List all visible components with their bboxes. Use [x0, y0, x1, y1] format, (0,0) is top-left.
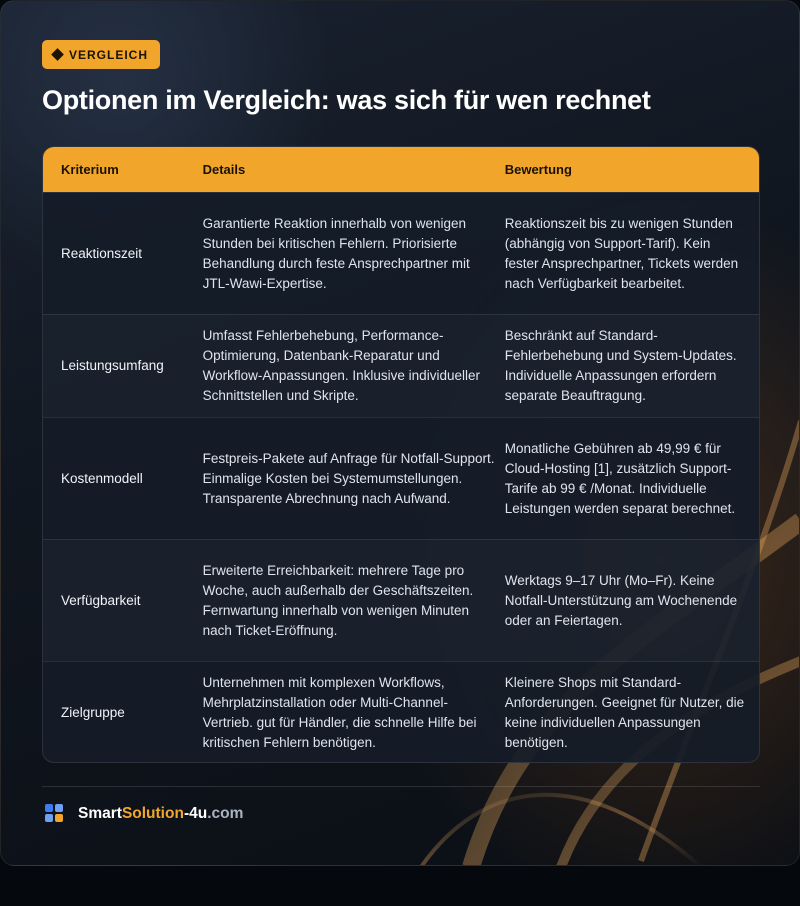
- brand-logo-icon: [45, 804, 64, 823]
- table-row: [43, 314, 759, 417]
- row-criterion: Kostenmodell: [61, 470, 143, 486]
- row-criterion: Reaktionszeit: [61, 245, 143, 261]
- header-rating: Bewertung: [504, 162, 572, 177]
- table-row: [43, 661, 759, 763]
- row-details: Umfasst Fehlerbehebung, Performance-Optimierung, Datenbank-Reparatur und Workflow-Anpassungen. Inklusive individueller Schnittstellen und Skripte.: [202, 328, 480, 403]
- table-row: [43, 539, 759, 661]
- section-badge: [42, 40, 160, 69]
- table-header: [43, 147, 759, 192]
- row-criterion: Zielgruppe: [61, 705, 125, 720]
- row-rating: Beschränkt auf Standard-Fehlerbehebung und System-Updates. Individuelle Anpassungen erfordern separate Beauftragung.: [504, 328, 737, 403]
- table-row: [43, 192, 759, 314]
- row-rating: Monatliche Gebühren ab 49,99 € für Cloud-Hosting [1], zusätzlich Support-Tarife ab 99 € /Monat. Individuelle Leistungen werden separat berechnet.: [504, 440, 736, 516]
- row-details: Erweiterte Erreichbarkeit: mehrere Tage pro Woche, auch außerhalb der Geschäftszeiten. Fernwartung innerhalb von wenigen Minuten nach Ticket-Eröffnung.: [202, 562, 474, 638]
- row-details: Garantierte Reaktion innerhalb von wenigen Stunden bei kritischen Fehlern. Priorisierte Behandlung durch feste Ansprechpartner mit JTL-Wawi-Expertise.: [202, 215, 470, 291]
- row-criterion: Verfügbarkeit: [61, 592, 141, 608]
- row-details: Unternehmen mit komplexen Workflows, Mehrplatzinstallation oder Multi-Channel-Vertrieb. gut für Händler, die schnelle Hilfe bei kritischen Fehlern benötigen.: [202, 675, 477, 750]
- comparison-table: [42, 146, 760, 763]
- header-criterion: Kriterium: [61, 162, 119, 177]
- brand-logo[interactable]: [45, 804, 243, 823]
- badge-label: VERGLEICH: [69, 47, 149, 62]
- footer-divider: [42, 786, 760, 787]
- row-rating: Kleinere Shops mit Standard-Anforderungen. Geeignet für Nutzer, die keine individuellen Anpassungen benötigen.: [504, 675, 745, 750]
- brand-name: SmartSolution-4u.com: [78, 804, 244, 822]
- row-rating: Reaktionszeit bis zu wenigen Stunden (abhängig von Support-Tarif). Kein fester Ansprechpartner, Tickets werden nach Verfügbarkeit bearbeitet.: [504, 215, 739, 291]
- row-details: Festpreis-Pakete auf Anfrage für Notfall-Support. Einmalige Kosten bei Systemumstellungen. Transparente Abrechnung nach Aufwand.: [202, 450, 495, 506]
- diamond-icon: [51, 48, 64, 61]
- row-criterion: Leistungsumfang: [61, 358, 164, 373]
- row-rating: Werktags 9–17 Uhr (Mo–Fr). Keine Notfall-Unterstützung am Wochenende oder an Feiertagen.: [504, 572, 738, 628]
- page-title: Optionen im Vergleich: was sich für wen rechnet: [42, 85, 651, 115]
- header-details: Details: [202, 162, 246, 177]
- table-row: [43, 417, 759, 539]
